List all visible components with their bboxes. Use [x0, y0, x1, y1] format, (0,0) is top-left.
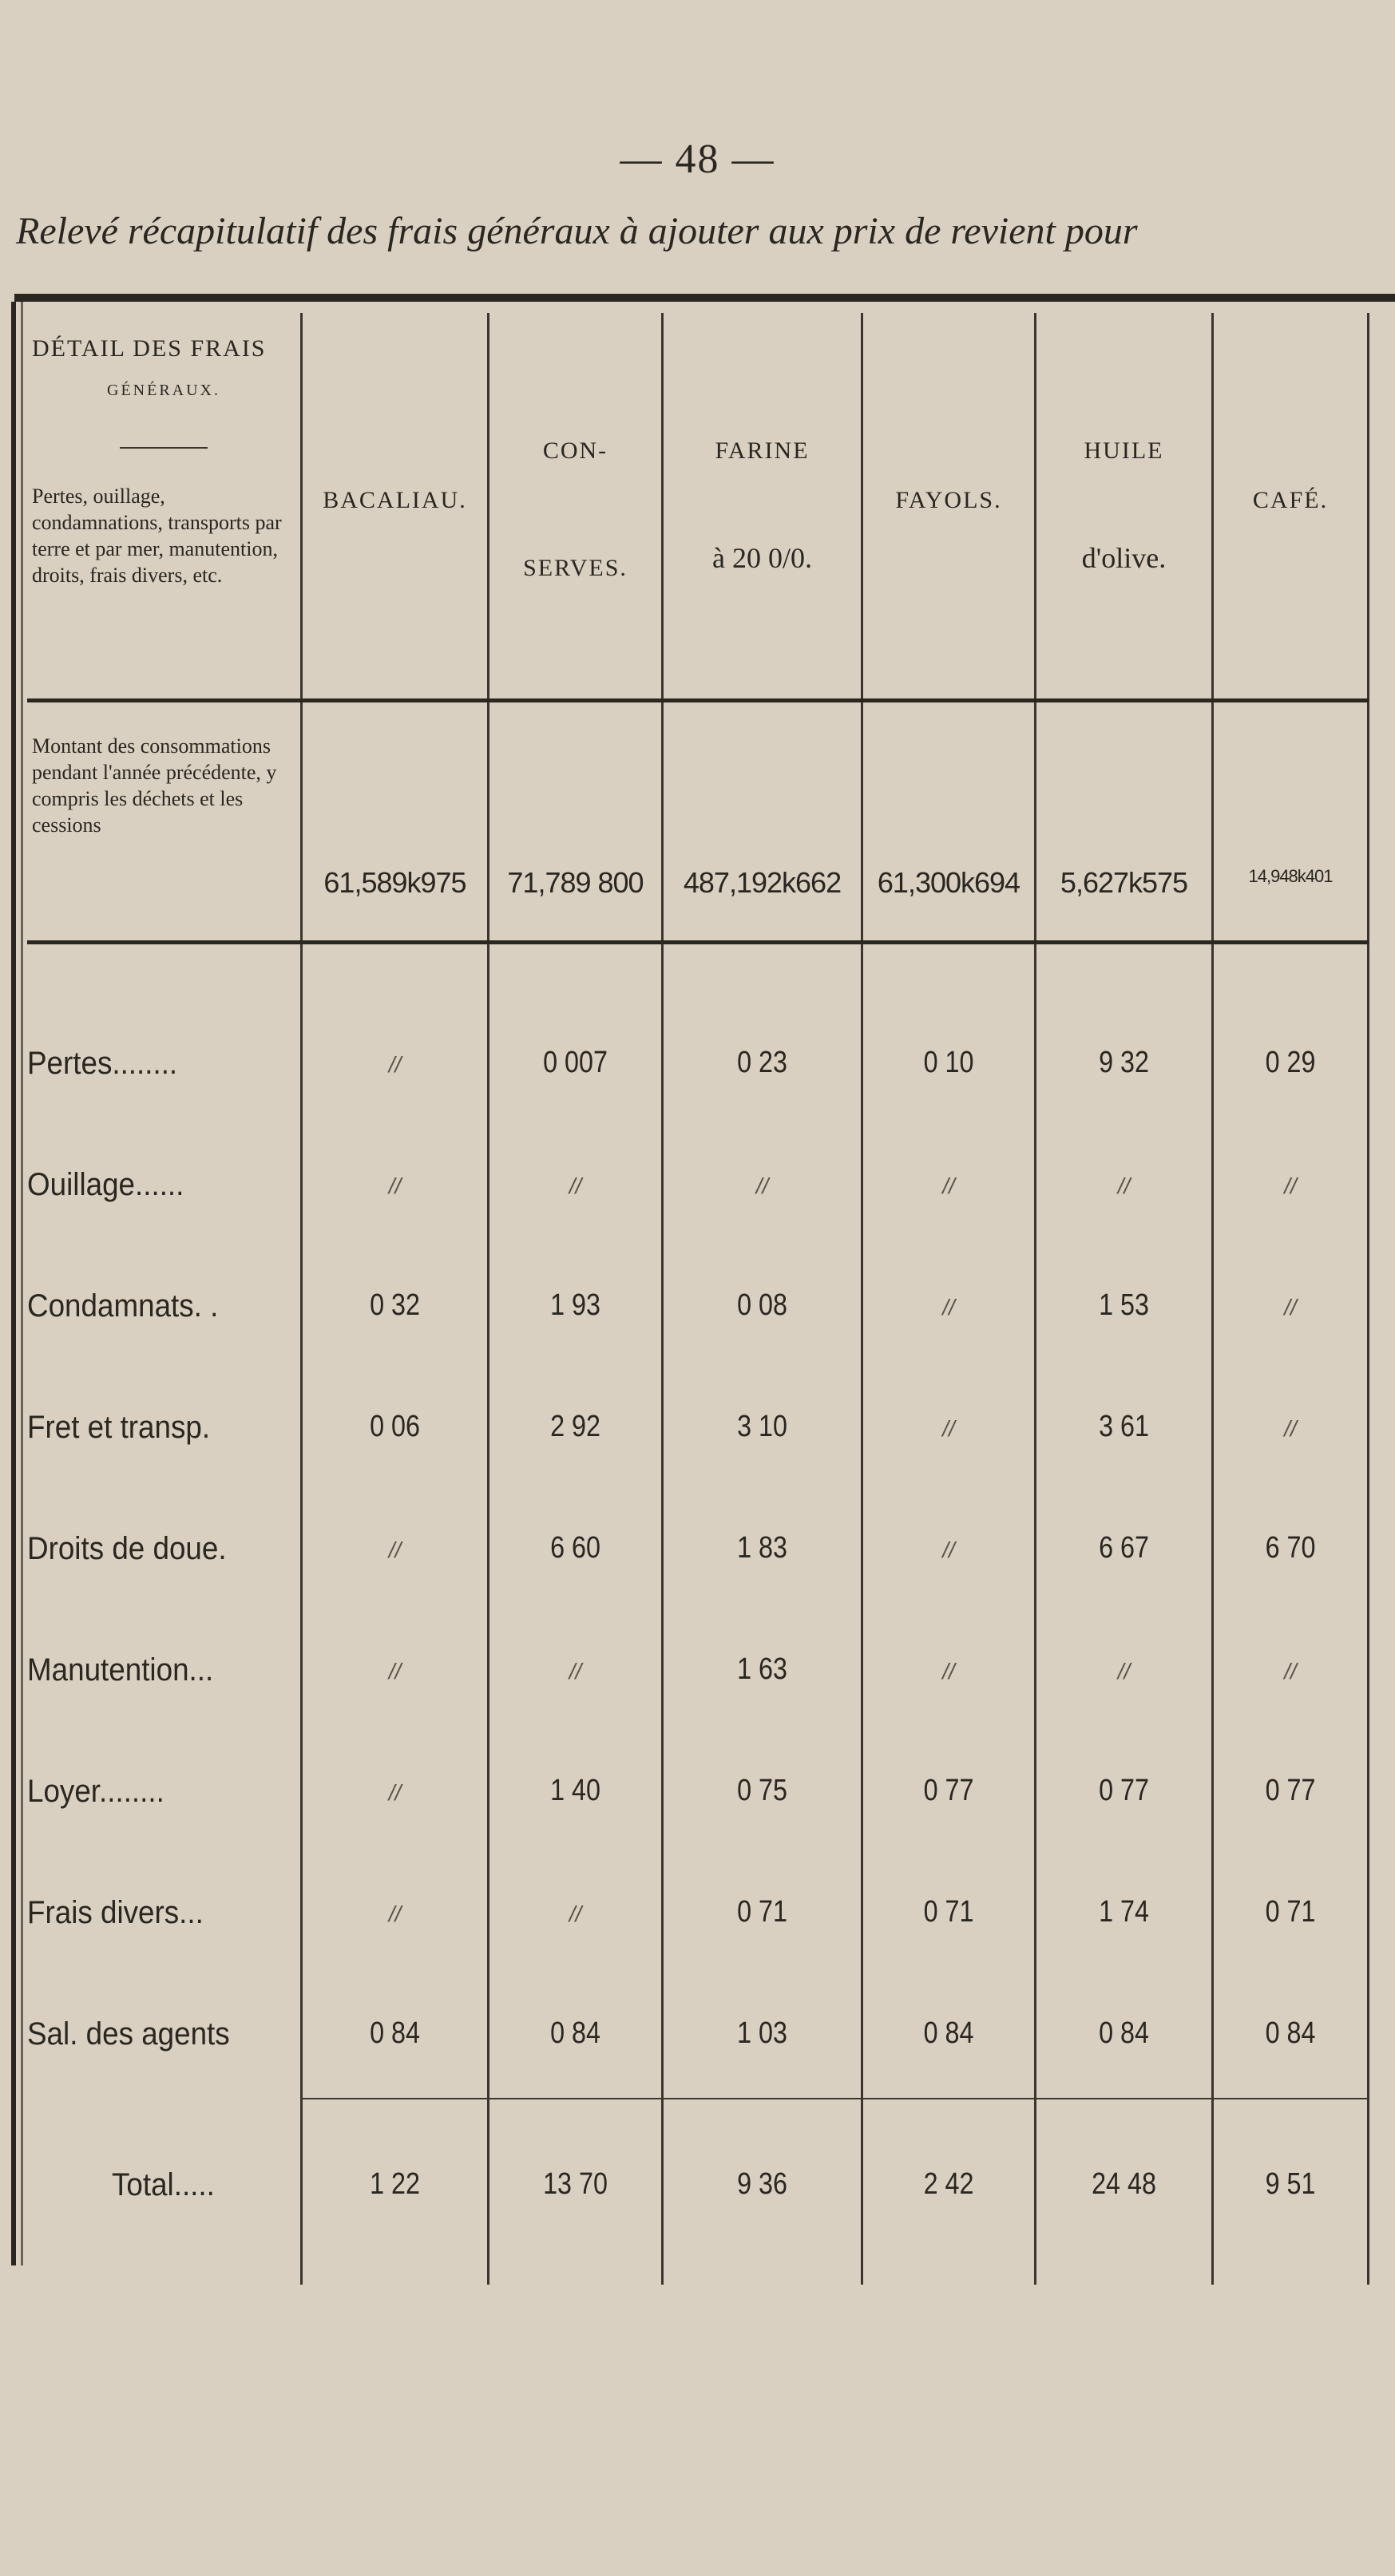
row-label: Sal. des agents	[27, 2016, 230, 2052]
detail-subtitle: GÉNÉRAUX.	[107, 382, 220, 399]
total-value: 13 70	[543, 2167, 608, 2201]
row-label: Manutention...	[27, 1652, 214, 1688]
detail-title: DÉTAIL DES FRAIS	[32, 335, 267, 362]
row-value: //	[1284, 1173, 1297, 1198]
column-divider	[661, 313, 664, 2285]
row-value: //	[942, 1537, 955, 1562]
row-label: Loyer........	[27, 1774, 164, 1809]
column-header-line1: CON-	[542, 437, 608, 464]
page-title: Relevé récapitulatif des frais généraux à ajouter aux prix de revient pour	[16, 210, 1138, 252]
row-value: 0 84	[923, 2016, 974, 2050]
consumption-amount: 5,627k575	[1060, 866, 1188, 899]
row-label: Frais divers...	[27, 1895, 204, 1930]
row-label: Condamnats. .	[27, 1288, 219, 1324]
column-header-line2: d'olive.	[1081, 542, 1167, 574]
row-value: 0 77	[1099, 1774, 1149, 1807]
row-value: 1 63	[737, 1652, 787, 1686]
row-value: 1 53	[1099, 1288, 1149, 1322]
row-value: //	[569, 1173, 582, 1198]
row-value: //	[942, 1173, 955, 1198]
row-value: //	[388, 1052, 402, 1077]
row-value: 0 84	[370, 2016, 420, 2050]
row-value: 1 93	[550, 1288, 600, 1322]
total-value: 9 36	[737, 2167, 787, 2201]
consumption-amount: 14,948k401	[1248, 866, 1333, 886]
row-value: 1 83	[737, 1531, 787, 1565]
consumption-amount: 61,300k694	[877, 866, 1020, 899]
row-value: //	[942, 1295, 955, 1320]
row-value: //	[1117, 1659, 1131, 1684]
row-value: 0 75	[737, 1774, 787, 1807]
row-value: //	[1284, 1295, 1297, 1320]
detail-separator	[120, 447, 208, 449]
row-value: //	[569, 1659, 582, 1684]
total-value: 2 42	[923, 2167, 974, 2201]
consumption-amount: 71,789 800	[507, 866, 644, 899]
row-label: Ouillage......	[27, 1167, 184, 1202]
row-value: 6 70	[1265, 1531, 1316, 1565]
total-value: 24 48	[1092, 2167, 1156, 2201]
consumption-amount: 487,192k662	[683, 866, 842, 899]
row-value: 0 84	[1265, 2016, 1316, 2050]
row-value: 3 61	[1099, 1410, 1149, 1443]
consumption-rule	[27, 940, 1369, 944]
row-value: 1 74	[1099, 1895, 1149, 1929]
row-value: //	[569, 1901, 582, 1926]
row-value: //	[1284, 1659, 1297, 1684]
page-number: — 48 —	[620, 137, 775, 182]
row-value: //	[942, 1416, 955, 1441]
row-value: 0 32	[370, 1288, 420, 1322]
row-value: //	[388, 1780, 402, 1805]
left-border-inner	[21, 302, 23, 2265]
row-value: //	[1117, 1173, 1131, 1198]
column-header-line1: HUILE	[1084, 437, 1164, 464]
consumption-label: Montant des consommations pendant l'année précédente, y compris les déchets et les cessions	[32, 734, 277, 837]
column-header-line2: CAFÉ.	[1252, 487, 1329, 513]
row-label: Pertes........	[27, 1046, 178, 1081]
top-rule	[14, 294, 1395, 302]
row-value: 0 29	[1265, 1046, 1316, 1079]
column-header-line2: SERVES.	[523, 555, 628, 581]
consumption-amount: 61,589k975	[323, 866, 466, 899]
row-value: 0 77	[1265, 1774, 1316, 1807]
row-value: 2 92	[550, 1410, 600, 1443]
row-value: 1 40	[550, 1774, 600, 1807]
row-value: 0 84	[550, 2016, 600, 2050]
row-value: 0 71	[923, 1895, 974, 1929]
column-header-line2: BACALIAU.	[323, 487, 467, 513]
row-value: 3 10	[737, 1410, 787, 1443]
detail-text: Pertes, ouillage, condamnations, transports par terre et par mer, manutention, droits, frais divers, etc.	[32, 485, 282, 587]
column-divider	[487, 313, 489, 2285]
column-divider	[1034, 313, 1036, 2285]
row-value: //	[1284, 1416, 1297, 1441]
row-value: 6 60	[550, 1531, 600, 1565]
row-value: //	[388, 1659, 402, 1684]
column-divider	[1367, 313, 1369, 2285]
column-header-line2: à 20 0/0.	[712, 542, 812, 574]
left-border	[11, 302, 16, 2265]
total-label: Total.....	[112, 2167, 215, 2202]
row-value: 0 06	[370, 1410, 420, 1443]
row-value: 1 03	[737, 2016, 787, 2050]
row-value: 0 71	[1265, 1895, 1316, 1929]
total-value: 9 51	[1265, 2167, 1316, 2201]
row-value: 0 007	[543, 1046, 608, 1079]
column-divider	[300, 313, 303, 2285]
row-value: //	[942, 1659, 955, 1684]
row-value: 0 08	[737, 1288, 787, 1322]
row-value: //	[388, 1173, 402, 1198]
column-header-line1: FARINE	[715, 437, 810, 464]
row-value: 0 84	[1099, 2016, 1149, 2050]
row-value: 0 23	[737, 1046, 787, 1079]
row-value: 9 32	[1099, 1046, 1149, 1079]
total-rule	[300, 2098, 1367, 2099]
row-value: //	[755, 1173, 769, 1198]
row-label: Fret et transp.	[27, 1410, 211, 1445]
column-header-line2: FAYOLS.	[895, 487, 1002, 513]
row-value: //	[388, 1901, 402, 1926]
row-value: 0 77	[923, 1774, 974, 1807]
row-value: 6 67	[1099, 1531, 1149, 1565]
total-value: 1 22	[370, 2167, 420, 2201]
row-label: Droits de doue.	[27, 1531, 227, 1566]
row-value: 0 10	[923, 1046, 974, 1079]
row-value: 0 71	[737, 1895, 787, 1929]
row-value: //	[388, 1537, 402, 1562]
header-rule	[27, 698, 1369, 702]
